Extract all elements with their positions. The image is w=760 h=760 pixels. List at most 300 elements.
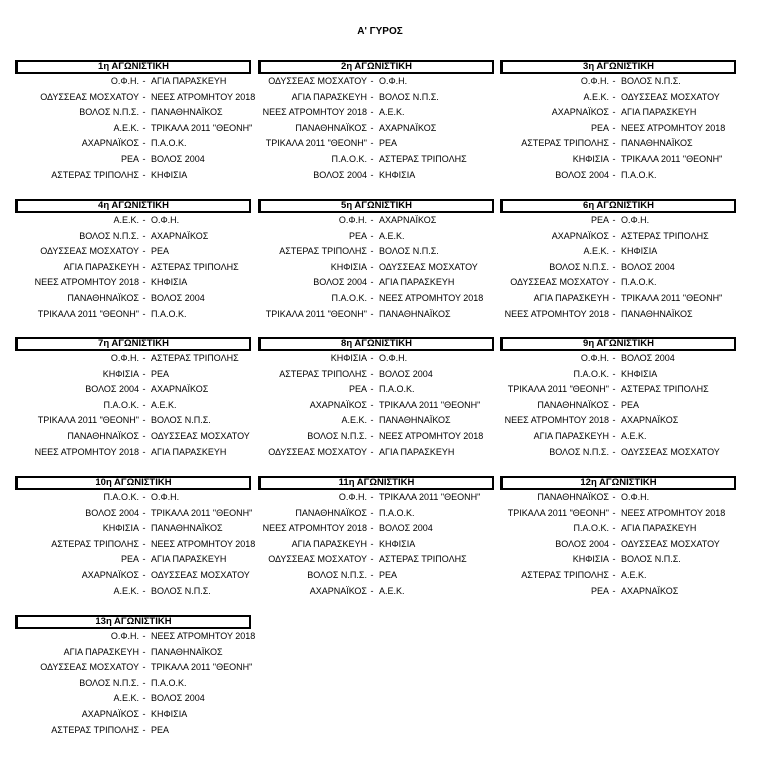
match-row [500,429,736,445]
home-team: ΟΔΥΣΣΕΑΣ ΜΟΣΧΑΤΟΥ [40,246,139,257]
home-team: ΒΟΛΟΣ Ν.Π.Σ. [79,107,139,118]
separator: - [142,430,146,441]
match-row [500,490,736,506]
round-header: 13η ΑΓΩΝΙΣΤΙΚΗ [15,615,251,629]
match-row [500,307,736,323]
match-row [258,74,494,90]
home-team: ΡΕΑ [590,122,609,133]
home-team: ΑΣΤΕΡΑΣ ΤΡΙΠΟΛΗΣ [521,569,609,580]
match-row [15,707,251,723]
away-team: ΒΟΛΟΣ 2004 [379,523,433,534]
match-row [15,429,251,445]
separator: - [612,353,616,363]
away-team: ΑΓΙΑ ΠΑΡΑΣΚΕΥΗ [151,446,227,457]
match-row [500,291,736,307]
separator: - [370,446,374,457]
away-team: ΝΕΕΣ ΑΤΡΟΜΗΤΟΥ 2018 [151,91,256,102]
separator: - [142,122,146,133]
away-team: ΑΧΑΡΝΑΪΚΟΣ [379,215,437,225]
separator: - [142,708,146,719]
match-row [258,367,494,383]
round-block [15,199,251,322]
home-team: ΑΧΑΡΝΑΪΚΟΣ [309,399,367,410]
match-row [15,244,251,260]
match-row [15,506,251,522]
separator: - [142,230,146,241]
home-team: Ο.Φ.Η. [338,492,367,502]
away-team: ΝΕΕΣ ΑΤΡΟΜΗΤΟΥ 2018 [151,631,256,641]
separator: - [142,215,146,225]
home-team: ΑΓΙΑ ΠΑΡΑΣΚΕΥΗ [291,91,367,102]
away-team: ΑΓΙΑ ΠΑΡΑΣΚΕΥΗ [379,277,455,288]
home-team: ΑΣΤΕΡΑΣ ΤΡΙΠΟΛΗΣ [51,724,139,735]
home-team: Ο.Φ.Η. [580,76,609,86]
separator: - [612,122,616,133]
away-team: ΚΗΦΙΣΙΑ [621,368,658,379]
match-row [15,367,251,383]
away-team: ΟΔΥΣΣΕΑΣ ΜΟΣΧΑΤΟΥ [621,91,720,102]
round-block [258,476,494,599]
away-team: Π.Α.Ο.Κ. [621,169,657,180]
away-team: ΑΓΙΑ ΠΑΡΑΣΚΕΥΗ [621,523,697,534]
match-row [15,676,251,692]
round-block [15,615,256,738]
home-team: ΠΑΝΑΘΗΝΑΪΚΟΣ [295,122,367,133]
match-row [258,105,494,121]
away-team: ΠΑΝΑΘΗΝΑΪΚΟΣ [379,415,451,426]
separator: - [370,215,374,225]
round-header: 6η ΑΓΩΝΙΣΤΙΚΗ [500,199,736,213]
away-team: ΒΟΛΟΣ Ν.Π.Σ. [621,76,681,86]
round-block [500,60,736,183]
away-team: ΡΕΑ [151,724,170,735]
round-header: 9η ΑΓΩΝΙΣΤΙΚΗ [500,337,736,351]
match-row [15,413,251,429]
match-row [500,168,736,184]
away-team: ΠΑΝΑΘΗΝΑΪΚΟΣ [151,523,223,534]
home-team: ΝΕΕΣ ΑΤΡΟΜΗΤΟΥ 2018 [34,277,139,288]
home-team: Ο.Φ.Η. [580,353,609,363]
home-team: ΚΗΦΙΣΙΑ [330,353,367,363]
match-row [258,398,494,414]
separator: - [612,246,616,257]
match-row [15,398,251,414]
home-team: Π.Α.Ο.Κ. [573,523,609,534]
home-team: ΚΗΦΙΣΙΑ [102,523,139,534]
separator: - [142,169,146,180]
home-team: ΠΑΝΑΘΗΝΑΪΚΟΣ [67,292,139,303]
home-team: ΒΟΛΟΣ 2004 [555,538,609,549]
away-team: ΠΑΝΑΘΗΝΑΪΚΟΣ [151,646,223,657]
page-title: Α' ΓΥΡΟΣ [357,26,403,37]
match-row [15,645,251,661]
home-team: ΑΣΤΕΡΑΣ ΤΡΙΠΟΛΗΣ [279,368,367,379]
separator: - [370,277,374,288]
away-team: ΤΡΙΚΑΛΑ 2011 "ΘΕΟΝΗ" [621,153,723,164]
home-team: Ο.Φ.Η. [338,215,367,225]
separator: - [142,523,146,534]
away-team: ΝΕΕΣ ΑΤΡΟΜΗΤΟΥ 2018 [151,538,256,549]
separator: - [370,415,374,426]
round-header: 2η ΑΓΩΝΙΣΤΙΚΗ [258,60,494,74]
round-block [15,337,251,460]
away-team: ΑΣΤΕΡΑΣ ΤΡΙΠΟΛΗΣ [379,153,467,164]
round-block [15,476,256,599]
separator: - [142,492,146,502]
home-team: ΡΕΑ [590,215,609,225]
separator: - [370,384,374,395]
home-team: ΑΓΙΑ ΠΑΡΑΣΚΕΥΗ [291,538,367,549]
away-team: ΑΣΤΕΡΑΣ ΤΡΙΠΟΛΗΣ [621,230,709,241]
home-team: Π.Α.Ο.Κ. [573,368,609,379]
home-team: ΒΟΛΟΣ 2004 [85,507,139,518]
away-team: ΠΑΝΑΘΗΝΑΪΚΟΣ [379,308,451,319]
match-row [500,552,736,568]
separator: - [612,538,616,549]
home-team: ΟΔΥΣΣΕΑΣ ΜΟΣΧΑΤΟΥ [40,662,139,673]
match-row [15,291,251,307]
match-row [500,398,736,414]
away-team: ΑΣΤΕΡΑΣ ΤΡΙΠΟΛΗΣ [621,384,709,395]
home-team: ΝΕΕΣ ΑΤΡΟΜΗΤΟΥ 2018 [262,107,367,118]
round-header: 5η ΑΓΩΝΙΣΤΙΚΗ [258,199,494,213]
home-team: ΑΧΑΡΝΑΪΚΟΣ [551,230,609,241]
round-header: 10η ΑΓΩΝΙΣΤΙΚΗ [15,476,251,490]
home-team: ΑΧΑΡΝΑΪΚΟΣ [551,107,609,118]
away-team: ΝΕΕΣ ΑΤΡΟΜΗΤΟΥ 2018 [621,507,726,518]
separator: - [370,430,374,441]
match-row [15,660,251,676]
match-row [500,90,736,106]
separator: - [612,415,616,426]
match-row [500,74,736,90]
match-row [15,382,251,398]
match-row [258,291,494,307]
away-team: ΑΣΤΕΡΑΣ ΤΡΙΠΟΛΗΣ [379,554,467,565]
home-team: ΚΗΦΙΣΙΑ [102,368,139,379]
home-team: Α.Ε.Κ. [583,91,609,102]
home-team: ΚΗΦΙΣΙΑ [572,153,609,164]
home-team: ΤΡΙΚΑΛΑ 2011 "ΘΕΟΝΗ" [507,507,609,518]
match-row [15,136,251,152]
match-row [500,229,736,245]
away-team: ΑΣΤΕΡΑΣ ΤΡΙΠΟΛΗΣ [151,353,239,363]
away-team: ΑΓΙΑ ΠΑΡΑΣΚΕΥΗ [379,446,455,457]
home-team: ΚΗΦΙΣΙΑ [330,261,367,272]
home-team: Α.Ε.Κ. [113,693,139,704]
away-team: ΑΧΑΡΝΑΪΚΟΣ [379,122,437,133]
away-team: Α.Ε.Κ. [151,399,177,410]
away-team: ΒΟΛΟΣ 2004 [621,353,675,363]
separator: - [142,724,146,735]
match-row [500,445,736,461]
home-team: ΑΣΤΕΡΑΣ ΤΡΙΠΟΛΗΣ [279,246,367,257]
match-row [15,229,251,245]
match-row [258,429,494,445]
away-team: ΠΑΝΑΘΗΝΑΪΚΟΣ [621,138,693,149]
home-team: ΒΟΛΟΣ Ν.Π.Σ. [307,430,367,441]
separator: - [612,585,616,596]
away-team: ΤΡΙΚΑΛΑ 2011 "ΘΕΟΝΗ" [379,399,481,410]
match-row [500,275,736,291]
home-team: ΟΔΥΣΣΕΑΣ ΜΟΣΧΑΤΟΥ [268,554,367,565]
away-team: ΟΔΥΣΣΕΑΣ ΜΟΣΧΑΤΟΥ [151,569,250,580]
separator: - [142,384,146,395]
home-team: ΤΡΙΚΑΛΑ 2011 "ΘΕΟΝΗ" [265,308,367,319]
separator: - [142,76,146,86]
away-team: Ο.Φ.Η. [379,76,408,86]
away-team: ΒΟΛΟΣ Ν.Π.Σ. [379,246,439,257]
round-block [500,337,736,460]
home-team: Ο.Φ.Η. [110,76,139,86]
match-row [258,152,494,168]
away-team: ΑΓΙΑ ΠΑΡΑΣΚΕΥΗ [621,107,697,118]
away-team: ΒΟΛΟΣ 2004 [151,693,205,704]
match-row [258,168,494,184]
match-row [258,244,494,260]
separator: - [370,261,374,272]
match-row [15,351,251,367]
match-row [500,382,736,398]
round-header: 4η ΑΓΩΝΙΣΤΙΚΗ [15,199,251,213]
separator: - [142,153,146,164]
separator: - [612,569,616,580]
away-team: ΟΔΥΣΣΕΑΣ ΜΟΣΧΑΤΟΥ [621,446,720,457]
away-team: ΒΟΛΟΣ Ν.Π.Σ. [151,415,211,426]
separator: - [612,292,616,303]
match-row [500,121,736,137]
home-team: Α.Ε.Κ. [113,215,139,225]
match-row [15,490,251,506]
match-row [500,584,736,600]
home-team: ΒΟΛΟΣ 2004 [313,277,367,288]
match-row [15,537,256,553]
separator: - [612,230,616,241]
home-team: Π.Α.Ο.Κ. [331,292,367,303]
separator: - [142,585,146,596]
home-team: ΤΡΙΚΑΛΑ 2011 "ΘΕΟΝΗ" [37,308,139,319]
away-team: ΟΔΥΣΣΕΑΣ ΜΟΣΧΑΤΟΥ [151,430,250,441]
home-team: Ο.Φ.Η. [110,631,139,641]
match-row [500,413,736,429]
away-team: ΒΟΛΟΣ Ν.Π.Σ. [151,585,211,596]
match-row [258,584,494,600]
match-row [500,367,736,383]
away-team: ΒΟΛΟΣ 2004 [621,261,675,272]
separator: - [370,368,374,379]
home-team: ΑΓΙΑ ΠΑΡΑΣΚΕΥΗ [533,430,609,441]
away-team: Α.Ε.Κ. [379,585,405,596]
match-row [500,136,736,152]
away-team: ΒΟΛΟΣ 2004 [151,153,205,164]
home-team: Α.Ε.Κ. [341,415,367,426]
separator: - [142,107,146,118]
home-team: ΑΣΤΕΡΑΣ ΤΡΙΠΟΛΗΣ [51,538,139,549]
home-team: ΝΕΕΣ ΑΤΡΟΜΗΤΟΥ 2018 [504,415,609,426]
home-team: ΟΔΥΣΣΕΑΣ ΜΟΣΧΑΤΟΥ [268,446,367,457]
away-team: ΡΕΑ [151,246,170,257]
match-row [500,260,736,276]
home-team: ΝΕΕΣ ΑΤΡΟΜΗΤΟΥ 2018 [34,446,139,457]
match-row [15,275,251,291]
away-team: ΡΕΑ [379,569,398,580]
separator: - [142,446,146,457]
home-team: ΑΧΑΡΝΑΪΚΟΣ [81,708,139,719]
match-row [15,74,251,90]
separator: - [142,353,146,363]
match-row [15,260,251,276]
home-team: Α.Ε.Κ. [113,122,139,133]
separator: - [370,492,374,502]
match-row [15,568,251,584]
away-team: ΡΕΑ [151,368,170,379]
separator: - [370,91,374,102]
home-team: ΑΣΤΕΡΑΣ ΤΡΙΠΟΛΗΣ [51,169,139,180]
away-team: ΝΕΕΣ ΑΤΡΟΜΗΤΟΥ 2018 [621,122,726,133]
separator: - [612,492,616,502]
separator: - [142,399,146,410]
away-team: ΟΔΥΣΣΕΑΣ ΜΟΣΧΑΤΟΥ [621,538,720,549]
home-team: ΒΟΛΟΣ 2004 [85,384,139,395]
separator: - [142,538,146,549]
round-header: 8η ΑΓΩΝΙΣΤΙΚΗ [258,337,494,351]
separator: - [612,399,616,410]
away-team: Π.Α.Ο.Κ. [379,384,415,395]
away-team: ΚΗΦΙΣΙΑ [379,538,416,549]
home-team: ΒΟΛΟΣ 2004 [555,169,609,180]
round-header: 12η ΑΓΩΝΙΣΤΙΚΗ [500,476,736,490]
match-row [15,445,251,461]
home-team: ΤΡΙΚΑΛΑ 2011 "ΘΕΟΝΗ" [37,415,139,426]
match-row [258,382,494,398]
home-team: ΒΟΛΟΣ Ν.Π.Σ. [79,677,139,688]
separator: - [142,569,146,580]
separator: - [612,107,616,118]
separator: - [612,430,616,441]
home-team: ΝΕΕΣ ΑΤΡΟΜΗΤΟΥ 2018 [262,523,367,534]
away-team: ΒΟΛΟΣ 2004 [379,368,433,379]
away-team: Π.Α.Ο.Κ. [151,138,187,149]
match-row [258,136,494,152]
away-team: ΠΑΝΑΘΗΝΑΪΚΟΣ [151,107,223,118]
match-row [258,413,494,429]
home-team: ΟΔΥΣΣΕΑΣ ΜΟΣΧΑΤΟΥ [510,277,609,288]
separator: - [612,153,616,164]
home-team: ΑΓΙΑ ΠΑΡΑΣΚΕΥΗ [533,292,609,303]
separator: - [612,277,616,288]
away-team: ΑΓΙΑ ΠΑΡΑΣΚΕΥΗ [151,76,227,86]
separator: - [612,215,616,225]
match-row [15,584,251,600]
home-team: ΟΔΥΣΣΕΑΣ ΜΟΣΧΑΤΟΥ [40,91,139,102]
away-team: ΑΧΑΡΝΑΪΚΟΣ [151,384,209,395]
away-team: ΑΓΙΑ ΠΑΡΑΣΚΕΥΗ [151,554,227,565]
separator: - [142,646,146,657]
home-team: ΒΟΛΟΣ Ν.Π.Σ. [549,261,609,272]
match-row [258,568,494,584]
away-team: ΠΑΝΑΘΗΝΑΪΚΟΣ [621,308,693,319]
round-block [258,337,494,460]
away-team: ΑΣΤΕΡΑΣ ΤΡΙΠΟΛΗΣ [151,261,239,272]
home-team: ΝΕΕΣ ΑΤΡΟΜΗΤΟΥ 2018 [504,308,609,319]
away-team: ΒΟΛΟΣ 2004 [151,292,205,303]
match-row [15,105,251,121]
separator: - [142,277,146,288]
away-team: Α.Ε.Κ. [621,569,647,580]
home-team: Α.Ε.Κ. [583,246,609,257]
home-team: ΒΟΛΟΣ Ν.Π.Σ. [79,230,139,241]
separator: - [370,399,374,410]
round-header: 3η ΑΓΩΝΙΣΤΙΚΗ [500,60,736,74]
separator: - [612,308,616,319]
separator: - [142,246,146,257]
away-team: Π.Α.Ο.Κ. [379,507,415,518]
away-team: Α.Ε.Κ. [621,430,647,441]
home-team: ΑΧΑΡΝΑΪΚΟΣ [309,585,367,596]
match-row [500,568,736,584]
separator: - [142,677,146,688]
separator: - [612,384,616,395]
separator: - [370,308,374,319]
match-row [15,521,251,537]
away-team: ΤΡΙΚΑΛΑ 2011 "ΘΕΟΝΗ" [621,292,723,303]
round-block [15,60,256,183]
home-team: ΑΓΙΑ ΠΑΡΑΣΚΕΥΗ [63,646,139,657]
separator: - [142,292,146,303]
separator: - [612,169,616,180]
separator: - [370,554,374,565]
round-header: 11η ΑΓΩΝΙΣΤΙΚΗ [258,476,494,490]
separator: - [612,91,616,102]
home-team: ΒΟΛΟΣ 2004 [313,169,367,180]
match-row [15,213,251,229]
home-team: Π.Α.Ο.Κ. [331,153,367,164]
match-row [258,521,494,537]
match-row [258,506,494,522]
match-row [258,307,494,323]
separator: - [370,76,374,86]
match-row [258,229,494,245]
home-team: ΑΓΙΑ ΠΑΡΑΣΚΕΥΗ [63,261,139,272]
home-team: Π.Α.Ο.Κ. [103,492,139,502]
home-team: Π.Α.Ο.Κ. [103,399,139,410]
home-team: Α.Ε.Κ. [113,585,139,596]
separator: - [370,107,374,118]
home-team: ΒΟΛΟΣ Ν.Π.Σ. [307,569,367,580]
home-team: ΠΑΝΑΘΗΝΑΪΚΟΣ [67,430,139,441]
separator: - [142,554,146,565]
round-block [258,199,494,322]
separator: - [370,538,374,549]
away-team: ΟΔΥΣΣΕΑΣ ΜΟΣΧΑΤΟΥ [379,261,478,272]
away-team: ΑΧΑΡΝΑΪΚΟΣ [621,585,679,596]
away-team: Α.Ε.Κ. [379,230,405,241]
match-row [258,445,494,461]
match-row [500,244,736,260]
match-row [500,105,736,121]
away-team: ΚΗΦΙΣΙΑ [379,169,416,180]
separator: - [612,261,616,272]
away-team: ΒΟΛΟΣ Ν.Π.Σ. [379,91,439,102]
match-row [500,152,736,168]
away-team: ΤΡΙΚΑΛΑ 2011 "ΘΕΟΝΗ" [379,492,481,502]
match-row [15,121,251,137]
separator: - [612,446,616,457]
separator: - [370,153,374,164]
away-team: ΑΧΑΡΝΑΪΚΟΣ [151,230,209,241]
match-row [15,552,251,568]
away-team: Ο.Φ.Η. [621,215,650,225]
